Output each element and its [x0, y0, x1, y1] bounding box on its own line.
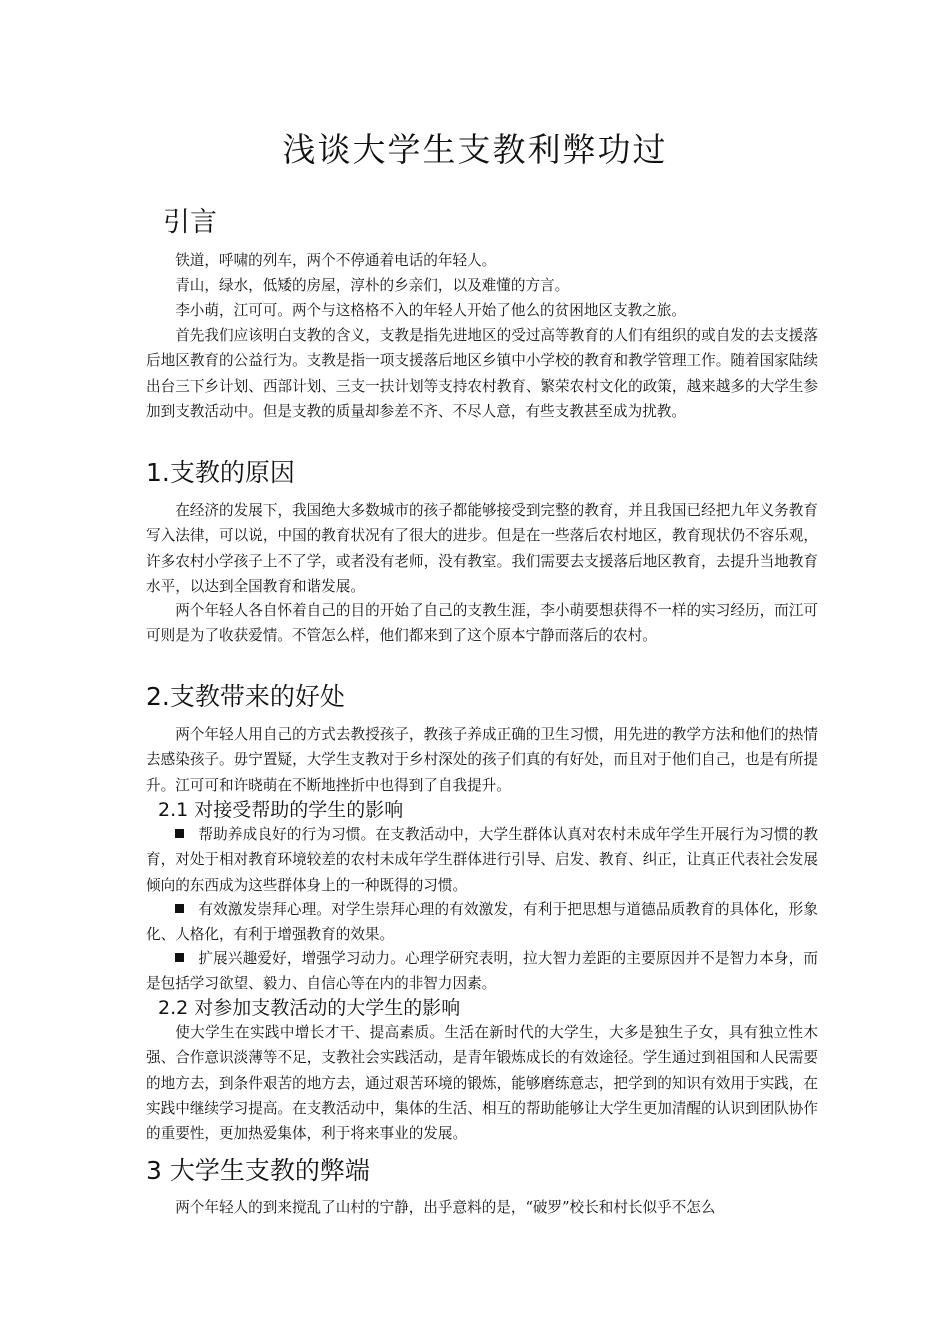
section-3-heading: 3 大学生支教的弊端: [146, 1156, 370, 1185]
bullet-square-icon: [175, 953, 184, 962]
section-1-paragraph-2: 两个年轻人各自怀着自己的目的开始了自己的支教生涯，李小萌要想获得不一样的实习经历，而江可可则是为了收获爱情。不管怎么样，他们都来到了这个原本宁静而落后的农村。: [146, 602, 818, 645]
section-3-paragraph: 两个年轻人的到来搅乱了山村的宁静，出乎意料的是，“破罗”校长和村长似乎不怎么: [175, 1199, 716, 1216]
bullet-item-1: [146, 822, 818, 898]
intro-paragraph-2: 青山，绿水，低矮的房屋，淳朴的乡亲们，以及难懂的方言。: [175, 277, 570, 294]
intro-paragraph-3: 李小萌，江可可。两个与这格格不入的年轻人开始了他么的贫困地区支教之旅。: [175, 302, 686, 319]
bullet-text: 扩展兴趣爱好，增强学习动力。心理学研究表明，拉大智力差距的主要原因并不是智力本身，而是包括学习欲望、毅力、自信心等在内的非智力因素。: [146, 950, 818, 993]
bullet-item-2: [146, 897, 818, 948]
subsection-2-2-heading: 2.2 对参加支教活动的大学生的影响: [158, 997, 461, 1019]
intro-paragraph-1: 铁道，呼啸的列车，两个不停通着电话的年轻人。: [175, 252, 497, 269]
subsection-2-1-heading: 2.1 对接受帮助的学生的影响: [158, 799, 404, 821]
bullet-text: 帮助养成良好的行为习惯。在支教活动中，大学生群体认真对农村未成年学生开展行为习惯的教育，对处于相对教育环境较差的农村未成年学生群体进行引导、启发、教育、纠正，让真正代表社会发展倾向的东西成为这些群体身上的一种既得的习惯。: [146, 826, 818, 894]
subsection-2-2-paragraph: 使大学生在实践中增长才干、提高素质。生活在新时代的大学生，大多是独生子女，具有独立性木强、合作意识淡薄等不足，支教社会实践活动，是青年锻炼成长的有效途径。学生通过到祖国和人民需要的地方去，到条件艰苦的地方去，通过艰苦环境的锻炼，能够磨练意志，把学到的知识有效用于实践，在实践中继续学习提高。在支教活动中，集体的生活、相互的帮助能够让大学生更加清醒的认识到团队协作的重要性，更加热爱集体，利于将来事业的发展。: [146, 1024, 818, 1143]
bullet-text: 有效激发崇拜心理。对学生崇拜心理的有效激发，有利于把思想与道德品质教育的具体化，形象化、人格化，有利于增强教育的效果。: [146, 901, 818, 944]
section-1-paragraph-1: 在经济的发展下，我国绝大多数城市的孩子都能够接受到完整的教育，并且我国已经把九年义务教育写入法律，可以说，中国的教育状况有了很大的进步。但是在一些落后农村地区，教育现状仍不容乐观，许多农村小学孩子上不了学，或者没有老师，没有教室。我们需要去支援落后地区教育，去提升当地教育水平，以达到全国教育和谐发展。: [146, 502, 818, 595]
section-2-paragraph: 两个年轻人用自己的方式去教授孩子，教孩子养成正确的卫生习惯，用先进的教学方法和他们的热情去感染孩子。毋宁置疑，大学生支教对于乡村深处的孩子们真的有好处，而且对于他们自己，也是有所提升。江可可和许晓萌在不断地挫折中也得到了自我提升。: [146, 726, 818, 794]
document-title: 浅谈大学生支教利弊功过: [282, 130, 668, 169]
intro-paragraph-4: 首先我们应该明白支教的含义，支教是指先进地区的受过高等教育的人们有组织的或自发的去支援落后地区教育的公益行为。支教是指一项支援落后地区乡镇中小学校的教育和教学管理工作。随着国家陆续出台三下乡计划、西部计划、三支一扶计划等支持农村教育、繁荣农村文化的政策，越来越多的大学生参加到支教活动中。但是支教的质量却参差不齐、不尽人意，有些支教甚至成为扰教。: [146, 327, 818, 420]
bullet-item-3: [146, 946, 818, 997]
bullet-square-icon: [175, 829, 184, 838]
bullet-square-icon: [175, 904, 184, 913]
section-1-heading: 1.支教的原因: [146, 458, 295, 487]
section-2-heading: 2.支教带来的好处: [146, 682, 345, 711]
intro-heading: 引言: [163, 207, 217, 238]
